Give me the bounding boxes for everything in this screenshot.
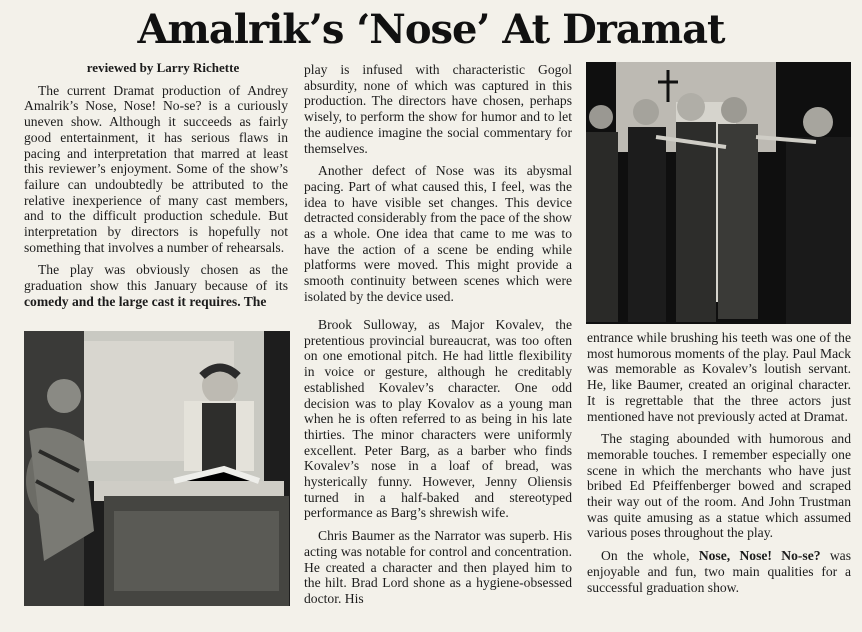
paragraph: The staging abounded with humorous and memorable touches. I remember especially one scene in which the merchants who have just bribed Ed Pfeiffenberger bowed and scraped their way out of the room. And John Trustman was quite amusing as a statue which assumed various poses throughout the play. (587, 431, 851, 541)
article-column-1 (24, 60, 288, 317)
paragraph: Chris Baumer as the Narrator was superb. His acting was notable for control and concentration. He created a character and then played him to the hilt. Brad Lord shone as a hygiene-obsessed doctor. His (304, 528, 572, 606)
article-column-2 (304, 62, 572, 312)
paragraph: Another defect of Nose was its abysmal pacing. Part of what caused this, I feel, was the idea to have visible set changes. This device detracted considerably from the pace of the show as a whole. One idea that came to me was to have the action of a scene be ending while platforms were moved. This might provide a smooth continuity between scenes which were isolated by the device used. (304, 163, 572, 304)
headline: Amalrik’s ‘Nose’ At Dramat (137, 6, 725, 53)
byline: reviewed by Larry Richette (86, 60, 240, 75)
paragraph: entrance while brushing his teeth was one of the most humorous moments of the play. Paul Mack was memorable as Kovalev’s loutish servant. He, like Baumer, created an original character. It is regrettable that the three actors just mentioned have not previously acted at Dramat. (587, 330, 851, 424)
article-column-2-continued (304, 317, 572, 614)
paragraph: Brook Sulloway, as Major Kovalev, the pretentious provincial bureaucrat, was too often on one emotional pitch. He had little flexibility in voice or gesture, although he creditably established Kovalev’s character. One odd decision was to play Kovalov as a young man when he is often referred to as being in his late thirties. The minor characters were uniformly excellent. Peter Barg, as a barber who finds Kovalev’s nose in a loaf of bread, was hysterically funny. However, Jenny Oliensis turned in a half-baked and stereotyped performance as Barg’s shrewish wife. (304, 317, 572, 521)
paragraph: play is infused with characteristic Gogol absurdity, none of which was captured in this production. The directors have chosen, perhaps wisely, to perform the show for humor and to let the audience imagine the social commentary for themselves. (304, 62, 572, 156)
stage-photo-merchants (586, 62, 851, 324)
paragraph: The current Dramat production of Andrey Amalrik’s Nose, Nose! No-se? is a curiously uneven show. Although it succeeds as fairly good entertainment, it has serious flaws in pacing and interpretation that marred at least this reviewer’s enjoyment. Some of the show’s failure can undoubtedly be attributed to the relative inexperience of many cast members, and to the difficult production schedule. But interpretation by directors is hopefully not something that involves a number of rehearsals. (24, 82, 288, 255)
article-column-3 (587, 330, 851, 602)
paragraph: The play was obviously chosen as the graduation show this January because of its comedy and the large cast it requires. The (24, 262, 288, 309)
paragraph: On the whole, Nose, Nose! No-se? was enjoyable and fun, two main qualities for a successful graduation show. (587, 548, 851, 595)
stage-photo-barber (24, 331, 290, 606)
